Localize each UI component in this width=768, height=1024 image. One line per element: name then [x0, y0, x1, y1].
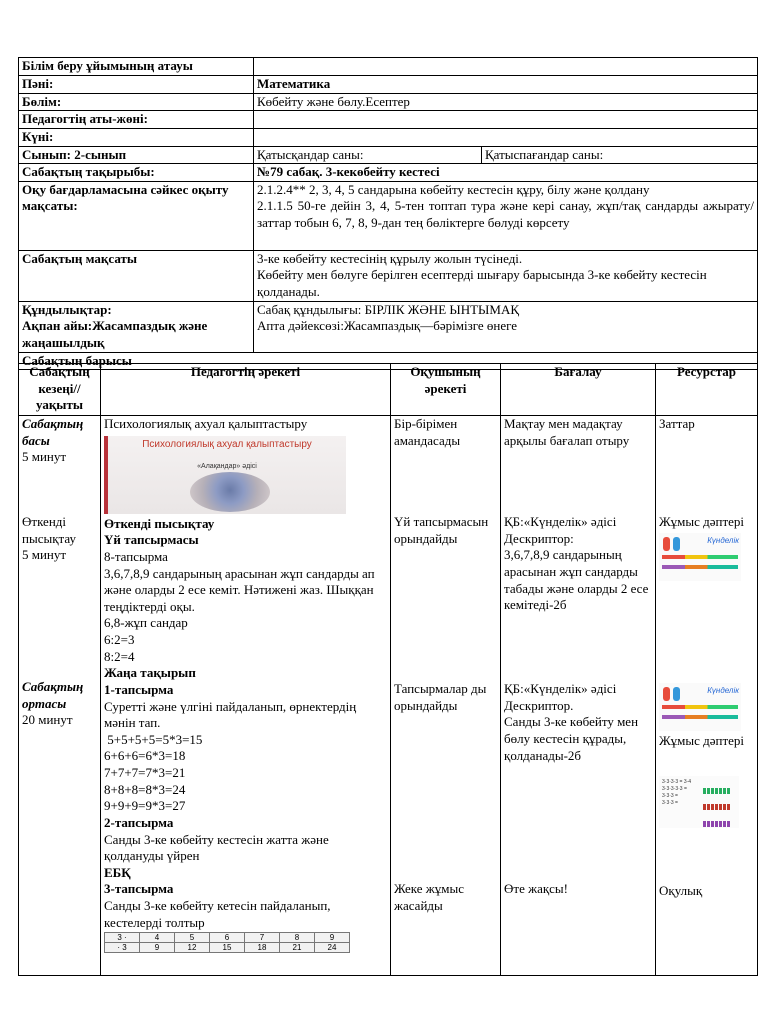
org-label: Білім беру ұйымының атауы	[19, 58, 254, 76]
assessment-2-descriptor: Дескриптор:	[504, 530, 574, 546]
homework-line-4: 6:2=3	[104, 632, 135, 647]
student-activity-cell	[391, 416, 501, 976]
fill-table-row-1	[105, 933, 350, 943]
lesson-goal-1: 3-ке көбейту кестесінің құрылу жолын түсінеді.	[257, 250, 523, 266]
assessment-3-text: Санды 3-ке көбейту мен бөлу кестесін құрады, қолданады-2б	[504, 714, 639, 763]
stage-cell	[19, 416, 101, 976]
col-assessment-header: Бағалау	[501, 364, 656, 416]
fill-table-cell: 9	[315, 933, 350, 943]
psych-climate-image	[104, 436, 346, 514]
stage-review-title: Өткенді пысықтау	[22, 514, 76, 546]
new-topic-heading: Жаңа тақырып	[104, 665, 196, 681]
topic-value: №79 сабақ. 3-кекөбейту кестесі	[254, 164, 758, 182]
teacher-name-value	[254, 111, 758, 129]
kundelik-image-1	[659, 533, 741, 581]
assessment-3-method: ҚБ:«Күнделік» әдісі	[504, 681, 617, 696]
psych-image-subtitle: «Алақандар» әдісі	[197, 462, 257, 470]
stage-start-time: 5 минут	[22, 449, 67, 465]
hands-circle-picture	[190, 472, 270, 512]
fill-table-cell: 9	[140, 943, 175, 953]
values-label-2: Ақпан айы:Жасампаздық және жаңашылдық	[22, 318, 208, 350]
kundelik-image-2	[659, 683, 741, 731]
assessment-1: Мақтау мен мадақтау арқылы бағалап отыру	[504, 416, 630, 448]
fill-table-cell: 21	[280, 943, 315, 953]
teacher-activity-cell	[101, 416, 391, 976]
equation-4: 8+8+8=8*3=24	[104, 781, 186, 797]
assessment-2-method: ҚБ:«Күнделік» әдісі	[504, 514, 617, 529]
stage-middle-time: 20 минут	[22, 712, 73, 728]
equation-5: 9+9+9=9*3=27	[104, 798, 186, 814]
values-label	[19, 301, 254, 352]
homework-heading: Үй тапсырмасы	[104, 532, 199, 548]
objective-1: 2.1.2.4** 2, 3, 4, 5 сандарына көбейту кестесін құру, білу және қолдану	[257, 181, 650, 197]
task3-heading: 3-тапсырма	[104, 881, 174, 897]
lesson-goal-2: Көбейту мен бөлуге берілген есептерді шығару барысында 3-ке көбейту кестесін қолданады.	[257, 267, 707, 299]
stage-start-title: Сабақтың басы	[22, 416, 84, 448]
class-label: Сынып: 2-сынып	[19, 146, 254, 164]
abacus-beads	[703, 782, 735, 832]
present-count-label: Қатысқандар саны:	[254, 146, 482, 164]
task2-text: Санды 3-ке көбейту кестесін жатта және қолдануды үйрен	[104, 831, 329, 864]
assessment-2-text: 3,6,7,8,9 сандарының арасынан жұп сандарды табады және оларды 2 есе кемітеді-2б	[504, 547, 649, 613]
fill-table-cell: 4	[140, 933, 175, 943]
stage-review-time: 5 минут	[22, 547, 67, 563]
values-label-1: Құндылықтар:	[22, 301, 112, 317]
kundelik-brand-2: Күнделік	[707, 686, 739, 695]
lesson-goal-value	[254, 250, 758, 301]
assessment-4: Өте жақсы!	[504, 881, 568, 896]
date-value	[254, 128, 758, 146]
homework-line-2: 3,6,7,8,9 сандарының арасынан жұп сандарды ап және оларды 2 есе кеміт. Нәтижені жаз. Шыққан теңдіктерді оқы.	[104, 565, 375, 614]
abacus-exercises: 3·3·3·3 = 3·4 3·3·3·3·3 = 3·3·3 = 3·3·3 =	[662, 778, 692, 806]
fill-table-cell: 12	[175, 943, 210, 953]
values-value-2: Апта дәйексөзі:Жасампаздық—бәрімізге өнеге	[257, 318, 518, 334]
fill-table-cell: 18	[245, 943, 280, 953]
student-activity-2: Үй тапсырмасын орындайды	[394, 514, 489, 546]
resource-workbook-2: Жұмыс дәптері	[659, 733, 745, 748]
fill-table-cell: 24	[315, 943, 350, 953]
values-value-1: Сабақ құндылығы: БІРЛІК ЖӘНЕ ЫНТЫМАҚ	[257, 301, 520, 317]
fill-table-cell: 3 ·	[105, 933, 140, 943]
equation-1: 5+5+5+5=5*3=15	[104, 731, 203, 747]
stage-middle-title: Сабақтың ортасы	[22, 679, 84, 711]
resource-objects: Заттар	[659, 416, 695, 431]
task1-text: Суретті және үлгіні пайдаланып, өрнектердің мәнін тап.	[104, 698, 357, 731]
col-teacher-header: Педагогтің әрекеті	[101, 364, 391, 416]
psych-image-title: Психологиялық ахуал қалыптастыру	[142, 438, 312, 450]
progress-heading: Сабақтың барысы	[19, 352, 758, 370]
task1-heading: 1-тапсырма	[104, 681, 174, 697]
lesson-progress-table	[18, 363, 758, 976]
fill-table-cell: · 3	[105, 943, 140, 953]
student-activity-4: Жеке жұмыс жасайды	[394, 881, 464, 913]
task2-heading: 2-тапсырма	[104, 814, 174, 830]
topic-label: Сабақтың тақырыбы:	[19, 164, 254, 182]
equation-3: 7+7+7=7*3=21	[104, 765, 186, 780]
teacher-name-label: Педагогтің аты-жөні:	[19, 111, 254, 129]
fill-table-cell: 15	[210, 943, 245, 953]
values-value	[254, 301, 758, 352]
objectives-value	[254, 181, 758, 250]
assessment-cell	[501, 416, 656, 976]
homework-line-3: 6,8-жұп сандар	[104, 615, 188, 631]
student-activity-1: Бір-бірімен амандасады	[394, 416, 461, 448]
equation-2: 6+6+6=6*3=18	[104, 748, 186, 764]
assessment-3-descriptor: Дескриптор.	[504, 697, 574, 713]
resources-cell	[656, 416, 758, 976]
subject-value: Математика	[254, 76, 758, 94]
review-heading: Өткенді пысықтау	[104, 515, 215, 531]
objectives-label: Оқу бағдарламасына сәйкес оқыту мақсаты:	[19, 181, 254, 250]
fill-table-cell: 6	[210, 933, 245, 943]
lesson-goal-label: Сабақтың мақсаты	[19, 250, 254, 301]
multiplication-fill-table	[104, 932, 350, 953]
fill-table-cell: 8	[280, 933, 315, 943]
homework-line-1: 8-тапсырма	[104, 548, 168, 564]
absent-count-label: Қатыспағандар саны:	[482, 146, 758, 164]
task3-text: Санды 3-ке көбейту кетесін пайдаланып, кестелерді толтыр	[104, 898, 331, 930]
lesson-plan-header-table	[18, 57, 758, 370]
fill-table-row-2	[105, 943, 350, 953]
section-label: Бөлім:	[19, 93, 254, 111]
abacus-image	[659, 776, 739, 828]
fill-table-cell: 7	[245, 933, 280, 943]
objective-2: 2.1.1.5 50-ге дейін 3, 4, 5-тен топтап тура және кері санау, жұп/тақ сандарды ажырату/заттар тобын 6, 7, 8, 9-дан тең бөліктерге бөлуді көрсету	[257, 198, 754, 230]
resource-textbook: Оқулық	[659, 883, 703, 898]
fill-table-cell: 5	[175, 933, 210, 943]
resource-workbook-1: Жұмыс дәптері	[659, 514, 745, 529]
homework-line-5: 8:2=4	[104, 648, 135, 664]
date-label: Күні:	[19, 128, 254, 146]
section-value: Көбейту және бөлу.Есептер	[254, 93, 758, 111]
kundelik-brand-1: Күнделік	[707, 535, 739, 545]
col-stage-header: Сабақтың кезеңі// уақыты	[19, 364, 101, 416]
subject-label: Пәні:	[19, 76, 254, 94]
col-resources-header: Ресурстар	[656, 364, 758, 416]
student-activity-3: Тапсырмалар ды орындайды	[394, 681, 487, 713]
col-student-header: Оқушының әрекеті	[391, 364, 501, 416]
org-value	[254, 58, 758, 76]
psych-climate-text: Психологиялық ахуал қалыптастыру	[104, 416, 308, 431]
ebk-heading: ЕБҚ	[104, 864, 131, 880]
